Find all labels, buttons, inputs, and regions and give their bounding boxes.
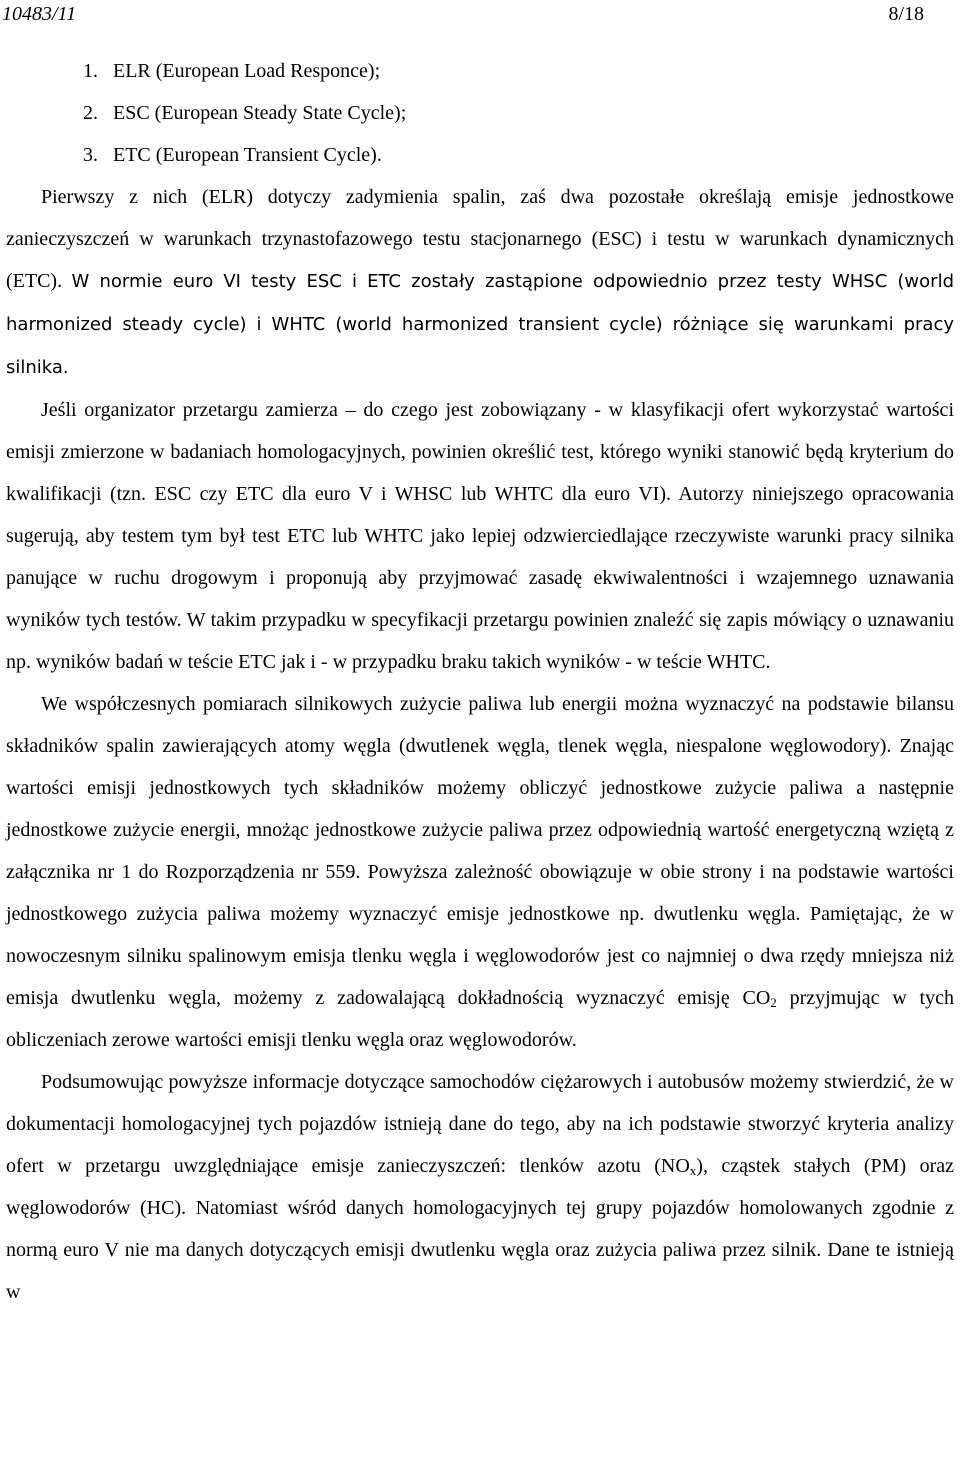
page-header	[0, 0, 960, 30]
list-item	[6, 50, 954, 92]
document-body	[6, 50, 954, 1313]
list-item-text: ESC (European Steady State Cycle);	[113, 102, 407, 124]
paragraph-text: Podsumowując powyższe informacje dotyczące samochodów ciężarowych i autobusów możemy stwierdzić, że w dokumentacji homologacyjnej tych pojazdów istnieją dane do tego, aby na ich podstawie stworzyć kryteria analizy ofert w przetargu uwzględniające emisje zanieczyszczeń: tlenków azotu (NO	[6, 1071, 954, 1177]
list-item-text: ETC (European Transient Cycle).	[113, 144, 382, 166]
list-item-number: 1.	[83, 60, 98, 82]
list-item	[6, 92, 954, 134]
subscript: 2	[770, 995, 777, 1010]
list-item-number: 2.	[83, 102, 98, 124]
document-number: 10483/11	[2, 3, 77, 25]
paragraph-text: przyjmując w tych obliczeniach zerowe wartości emisji tlenku węgla oraz węglowodorów.	[6, 987, 954, 1051]
paragraph-text: Pierwszy z nich (ELR) dotyczy zadymienia spalin, zaś dwa pozostałe określają emisje jednostkowe zanieczyszczeń w warunkach trzynastofazowego testu stacjonarnego (ESC) i testu w warunkach dynamicznych (ETC).	[6, 186, 954, 292]
paragraph-summary	[6, 1061, 954, 1313]
paragraph-test-descriptions	[6, 176, 954, 389]
paragraph-text-euro-vi: W normie euro VI testy ESC i ETC zostały zastąpione odpowiednio przez testy WHSC (world harmonized steady cycle) i WHTC (world harmonized transient cycle) różniące się warunkami pracy silnika.	[6, 271, 954, 378]
paragraph-text: We współczesnych pomiarach silnikowych zużycie paliwa lub energii można wyznaczyć na podstawie bilansu składników spalin zawierających atomy węgla (dwutlenek węgla, tlenek węgla, niespalone węglowodory). Znając wartości emisji jednostkowych tych składników możemy obliczyć jednostkowe zużycie paliwa a następnie jednostkowe zużycie energii, mnożąc jednostkowe zużycie paliwa przez odpowiednią wartość energetyczną wziętą z załącznika nr 1 do Rozporządzenia nr 559. Powyższa zależność obowiązuje w obie strony i na podstawie wartości jednostkowego zużycia paliwa możemy wyznaczyć emisje jednostkowe np. dwutlenku węgla. Pamiętając, że w nowoczesnym silniku spalinowym emisja tlenku węgla i węglowodorów jest co najmniej o dwa rzędy mniejsza niż emisja dwutlenku węgla, możemy z zadowalającą dokładnością wyznaczyć emisję CO	[6, 693, 954, 1009]
list-item-text: ELR (European Load Responce);	[113, 60, 381, 82]
paragraph-tender-criteria	[6, 389, 954, 683]
subscript: x	[689, 1163, 697, 1178]
list-item	[6, 134, 954, 176]
paragraph-text: Jeśli organizator przetargu zamierza – do czego jest zobowiązany - w klasyfikacji ofert wykorzystać wartości emisji zmierzone w badaniach homologacyjnych, powinien określić test, którego wyniki stanowić będą kryterium do kwalifikacji (tzn. ESC czy ETC dla euro V i WHSC lub WHTC dla euro VI). Autorzy niniejszego opracowania sugerują, aby testem tym był test ETC lub WHTC jako lepiej odzwierciedlające rzeczywiste warunki pracy silnika panujące w ruchu drogowym i proponują aby przyjmować zasadę ekwiwalentności i wzajemnego uznawania wyników tych testów. W takim przypadku w specyfikacji przetargu powinien znaleźć się zapis mówiący o uznawaniu np. wyników badań w teście ETC jak i - w przypadku braku takich wyników - w teście WHTC.	[6, 399, 954, 673]
test-cycle-list	[6, 50, 954, 176]
paragraph-text: ), cząstek stałych (PM) oraz węglowodorów (HC). Natomiast wśród danych homologacyjnych tej grupy pojazdów homolowanych zgodnie z normą euro V nie ma danych dotyczących emisji dwutlenku węgla oraz zużycia paliwa przez silnik. Dane te istnieją w	[6, 1155, 954, 1303]
page-number: 8/18	[888, 3, 924, 25]
list-item-number: 3.	[83, 144, 98, 166]
paragraph-fuel-consumption	[6, 683, 954, 1061]
